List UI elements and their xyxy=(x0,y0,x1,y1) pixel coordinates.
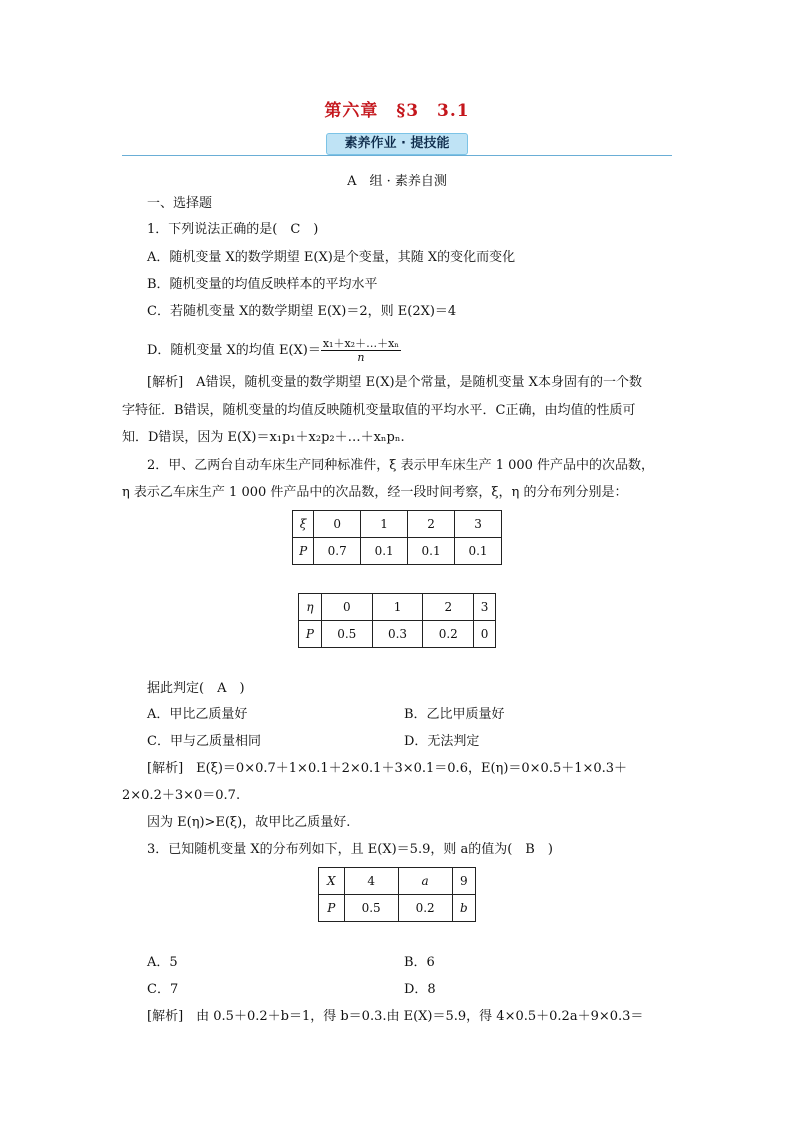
q2-stem-line-2: η 表示乙车床生产 1 000 件产品中的次品数，经一段时间考察，ξ，η 的分布列分别是： xyxy=(122,485,628,500)
part-label: 一、选择题 xyxy=(147,196,213,211)
q2-option-b: B．乙比甲质量好 xyxy=(404,707,505,722)
table-cell: P xyxy=(319,895,345,922)
q2-option-a: A．甲比乙质量好 xyxy=(147,707,248,722)
q1-option-d xyxy=(147,337,401,364)
table-cell: 4 xyxy=(344,868,398,895)
table-cell: η xyxy=(299,594,322,621)
table-row xyxy=(299,621,496,648)
table-row xyxy=(319,868,476,895)
eta-distribution-table xyxy=(298,593,496,648)
table-cell: 3 xyxy=(474,594,496,621)
table-cell: 0.2 xyxy=(398,895,452,922)
table-cell: a xyxy=(398,868,452,895)
fraction-numerator: x₁＋x₂＋…＋xₙ xyxy=(322,337,400,350)
table-cell: 0.1 xyxy=(408,538,455,565)
fraction-denominator: n xyxy=(357,351,365,364)
table-row xyxy=(293,511,502,538)
mean-fraction xyxy=(321,337,401,364)
group-heading: A 组 · 素养自测 xyxy=(347,174,447,189)
table-cell: 0.3 xyxy=(372,621,423,648)
table-cell: 0.5 xyxy=(321,621,372,648)
table-row xyxy=(319,895,476,922)
table-cell: X xyxy=(319,868,345,895)
q1-option-c: C．若随机变量 X的数学期望 E(X)＝2，则 E(2X)＝4 xyxy=(147,304,457,319)
q1-stem: 1．下列说法正确的是( C ) xyxy=(147,222,319,237)
section-banner: 素养作业 · 提技能 xyxy=(326,133,468,155)
x-distribution-table xyxy=(318,867,476,922)
q2-analysis-line-3: 因为 E(η)>E(ξ)，故甲比乙质量好. xyxy=(147,815,351,830)
table-row xyxy=(293,538,502,565)
table-cell: 9 xyxy=(452,868,475,895)
q1-analysis-line-2: 字特征．B错误，随机变量的均值反映随机变量取值的平均水平．C正确，由均值的性质可 xyxy=(122,403,636,418)
q3-option-b: B．6 xyxy=(404,955,435,970)
q2-stem-line-1: 2．甲、乙两台自动车床生产同种标准件，ξ 表示甲车床生产 1 000 件产品中的次品数， xyxy=(147,458,655,473)
xi-distribution-table xyxy=(292,510,502,565)
table-cell: 3 xyxy=(455,511,502,538)
table-cell: 0 xyxy=(314,511,361,538)
table-cell: 1 xyxy=(372,594,423,621)
table-cell: 2 xyxy=(423,594,474,621)
table-cell: 0.1 xyxy=(455,538,502,565)
q2-option-c: C．甲与乙质量相同 xyxy=(147,734,261,749)
header-rule xyxy=(122,155,672,156)
chapter-title: 第六章 §3 3.1 xyxy=(324,101,470,121)
table-cell: 2 xyxy=(408,511,455,538)
q1-option-d-prefix: D．随机变量 X的均值 E(X)＝ xyxy=(147,343,321,358)
q3-analysis: [解析] 由 0.5＋0.2＋b＝1，得 b＝0.3.由 E(X)＝5.9，得 4×0.5＋0.2a＋9×0.3＝ xyxy=(147,1009,644,1024)
q3-stem: 3．已知随机变量 X的分布列如下，且 E(X)＝5.9，则 a的值为( B ) xyxy=(147,842,553,857)
q3-option-a: A．5 xyxy=(147,955,178,970)
q1-option-a: A．随机变量 X的数学期望 E(X)是个变量，其随 X的变化而变化 xyxy=(147,250,516,265)
table-cell: 0.7 xyxy=(314,538,361,565)
table-cell: 0 xyxy=(321,594,372,621)
q1-option-b: B．随机变量的均值反映样本的平均水平 xyxy=(147,277,378,292)
q1-analysis-line-1: [解析] A错误，随机变量的数学期望 E(X)是个常量，是随机变量 X本身固有的一个数 xyxy=(147,375,642,390)
q3-option-d: D．8 xyxy=(404,982,436,997)
table-cell: 1 xyxy=(361,511,408,538)
table-cell: 0.2 xyxy=(423,621,474,648)
table-cell: 0.5 xyxy=(344,895,398,922)
table-row xyxy=(299,594,496,621)
q2-judge: 据此判定( A ) xyxy=(147,681,245,696)
table-cell: 0.1 xyxy=(361,538,408,565)
q2-option-d: D．无法判定 xyxy=(404,734,480,749)
q3-option-c: C．7 xyxy=(147,982,179,997)
q2-analysis-line-2: 2×0.2＋3×0＝0.7. xyxy=(122,788,241,803)
table-cell: P xyxy=(299,621,322,648)
q1-analysis-line-3: 知．D错误，因为 E(X)＝x₁p₁＋x₂p₂＋…＋xₙpₙ. xyxy=(122,430,405,445)
table-cell: b xyxy=(452,895,475,922)
table-cell: 0 xyxy=(474,621,496,648)
q2-analysis-line-1: [解析] E(ξ)＝0×0.7＋1×0.1＋2×0.1＋3×0.1＝0.6，E(η)＝0×0.5＋1×0.3＋ xyxy=(147,761,628,776)
table-cell: P xyxy=(293,538,314,565)
table-cell: ξ xyxy=(293,511,314,538)
